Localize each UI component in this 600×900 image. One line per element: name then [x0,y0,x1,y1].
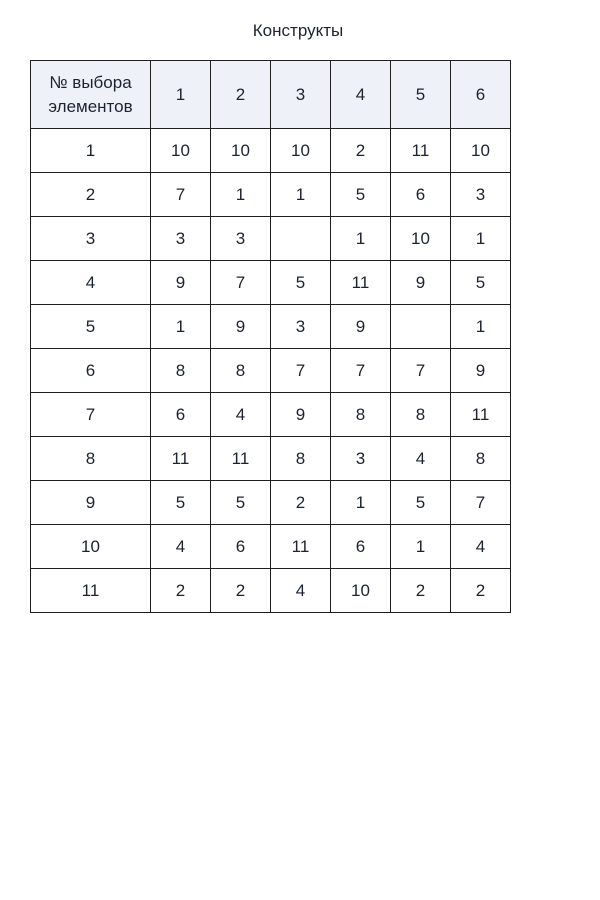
table-row [31,173,511,217]
table-row [31,305,511,349]
row-label-cell: 8 [31,437,151,481]
table-cell: 1 [151,305,211,349]
table-row [31,261,511,305]
table-cell: 6 [211,525,271,569]
table-cell: 10 [451,129,511,173]
table-cell: 8 [451,437,511,481]
table-cell: 7 [211,261,271,305]
table-cell: 10 [391,217,451,261]
table-cell: 11 [211,437,271,481]
table-cell: 7 [391,349,451,393]
header-row [31,61,511,129]
table-cell: 2 [451,569,511,613]
table-cell: 11 [151,437,211,481]
table-cell: 4 [451,525,511,569]
table-cell: 2 [391,569,451,613]
constructs-table [30,60,511,613]
table-cell: 3 [451,173,511,217]
column-header-2: 2 [211,61,271,129]
table-cell: 3 [271,305,331,349]
table-cell: 9 [271,393,331,437]
column-header-1: 1 [151,61,211,129]
table-cell: 2 [331,129,391,173]
table-cell [271,217,331,261]
table-cell: 10 [151,129,211,173]
table-cell: 2 [151,569,211,613]
table-cell [391,305,451,349]
table-cell: 1 [211,173,271,217]
table-cell: 5 [331,173,391,217]
table-cell: 4 [271,569,331,613]
corner-header-line-1: № выбора [49,72,132,92]
row-label-cell: 11 [31,569,151,613]
corner-header-cell [31,61,151,129]
table-cell: 5 [451,261,511,305]
table-cell: 4 [391,437,451,481]
table-cell: 8 [391,393,451,437]
table-cell: 9 [331,305,391,349]
table-row [31,525,511,569]
table-row [31,569,511,613]
table-cell: 3 [151,217,211,261]
table-cell: 8 [151,349,211,393]
table-cell: 9 [151,261,211,305]
table-cell: 8 [331,393,391,437]
table-cell: 9 [391,261,451,305]
table-row [31,217,511,261]
table-cell: 4 [211,393,271,437]
row-label-cell: 2 [31,173,151,217]
column-header-5: 5 [391,61,451,129]
row-label-cell: 6 [31,349,151,393]
table-cell: 7 [331,349,391,393]
table-cell: 6 [151,393,211,437]
table-cell: 10 [271,129,331,173]
table-cell: 7 [151,173,211,217]
table-cell: 1 [331,481,391,525]
table-cell: 3 [331,437,391,481]
table-row [31,437,511,481]
table-cell: 1 [451,217,511,261]
table-cell: 11 [391,129,451,173]
column-header-6: 6 [451,61,511,129]
table-cell: 7 [271,349,331,393]
column-header-3: 3 [271,61,331,129]
table-cell: 1 [331,217,391,261]
row-label-cell: 10 [31,525,151,569]
table-cell: 11 [331,261,391,305]
table-row [31,349,511,393]
table-cell: 11 [271,525,331,569]
table-cell: 10 [211,129,271,173]
row-label-cell: 3 [31,217,151,261]
table-cell: 5 [391,481,451,525]
table-cell: 6 [391,173,451,217]
table-header [31,61,511,129]
table-row [31,129,511,173]
row-label-cell: 7 [31,393,151,437]
table-cell: 1 [271,173,331,217]
table-cell: 2 [211,569,271,613]
table-cell: 4 [151,525,211,569]
table-cell: 11 [451,393,511,437]
row-label-cell: 9 [31,481,151,525]
table-cell: 6 [331,525,391,569]
table-row [31,393,511,437]
table-row [31,481,511,525]
table-cell: 7 [451,481,511,525]
table-cell: 2 [271,481,331,525]
table-body [31,129,511,613]
row-label-cell: 5 [31,305,151,349]
table-cell: 1 [391,525,451,569]
table-cell: 5 [271,261,331,305]
table-cell: 9 [451,349,511,393]
row-label-cell: 4 [31,261,151,305]
table-cell: 1 [451,305,511,349]
row-label-cell: 1 [31,129,151,173]
table-cell: 5 [151,481,211,525]
table-cell: 9 [211,305,271,349]
table-cell: 3 [211,217,271,261]
table-cell: 10 [331,569,391,613]
corner-header-line-2: элементов [48,96,133,116]
column-header-4: 4 [331,61,391,129]
table-cell: 5 [211,481,271,525]
table-cell: 8 [271,437,331,481]
page-title: Конструкты [252,21,344,40]
table-cell: 8 [211,349,271,393]
